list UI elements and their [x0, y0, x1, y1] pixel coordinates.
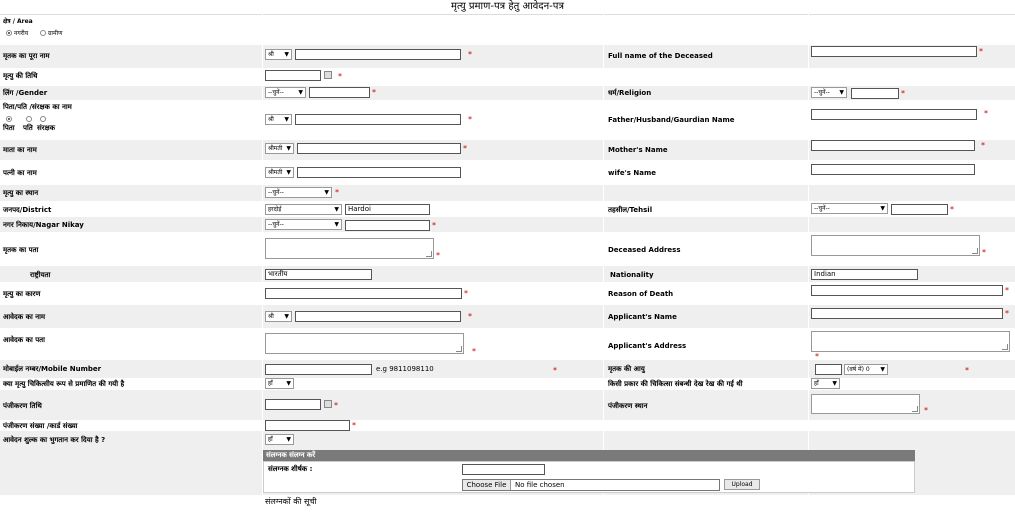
religion-label: धर्म/Religion — [608, 89, 652, 97]
applicant-name-en-input[interactable] — [811, 308, 1003, 319]
religion-input[interactable] — [851, 88, 899, 99]
tehsil-input[interactable] — [891, 204, 948, 215]
reason-of-death-en-input[interactable] — [811, 285, 1003, 296]
fee-paid-select[interactable]: हाँ ▼ — [265, 434, 294, 445]
required-mark: * — [979, 47, 983, 56]
wife-prefix-select[interactable]: श्रीमती ▼ — [265, 167, 294, 178]
required-mark: * — [901, 89, 905, 98]
page-title: मृत्यु प्रमाण-पत्र हेतु आवेदन-पत्र — [0, 0, 1015, 15]
place-of-death-select[interactable]: --चुनें-- ▼ — [265, 187, 332, 198]
required-mark: * — [334, 401, 338, 410]
required-mark: * — [432, 221, 436, 230]
deceased-name-input[interactable] — [295, 49, 461, 60]
row-bg — [0, 185, 1015, 201]
attachment-header: संलग्नक संलग्न करें — [263, 450, 915, 461]
reason-of-death-input[interactable] — [265, 288, 462, 299]
attachment-title-input[interactable] — [462, 464, 545, 475]
mobile-label: मोबाईल नम्बर/Mobile Number — [3, 365, 102, 373]
tehsil-label: तहसील/Tehsil — [608, 206, 653, 214]
applicant-name-input[interactable] — [295, 311, 461, 322]
required-mark: * — [468, 312, 472, 321]
required-mark: * — [338, 72, 342, 81]
column-divider — [603, 14, 604, 518]
reason-of-death-en-label: Reason of Death — [608, 290, 674, 298]
required-mark: * — [950, 205, 954, 214]
medical-cert-label: क्या मृत्यु चिकित्सीय रूप से प्रमाणित की गयी है — [3, 380, 125, 388]
gender-input[interactable] — [309, 87, 370, 98]
nationality-label: राष्ट्रीयता — [30, 271, 51, 279]
father-label: पिता/पति /संरक्षक का नाम — [3, 103, 72, 111]
age-unit-select[interactable]: (वर्ष में) 0 ▼ — [844, 364, 888, 375]
wife-en-label: wife's Name — [608, 169, 657, 177]
required-mark: * — [463, 144, 467, 153]
calendar-icon[interactable] — [324, 71, 332, 79]
husband-radio[interactable] — [26, 116, 32, 122]
required-mark: * — [372, 88, 376, 97]
required-mark: * — [335, 188, 339, 197]
required-mark: * — [981, 141, 985, 150]
reg-date-input[interactable] — [265, 399, 321, 410]
reg-number-label: पंजीकरण संख्या /कार्ड संख्या — [3, 422, 78, 430]
attachment-title-label: संलग्नक शीर्षक : — [268, 465, 313, 473]
tehsil-select[interactable]: --चुनें-- ▼ — [811, 203, 888, 214]
calendar-icon[interactable] — [324, 400, 332, 408]
district-input[interactable]: Hardoi — [345, 204, 430, 215]
reg-number-input[interactable] — [265, 420, 350, 431]
area-rural-radio[interactable] — [40, 30, 46, 36]
area-urban-label: नगरीय — [14, 30, 29, 37]
applicant-name-en-label: Applicant's Name — [608, 313, 677, 321]
required-mark: * — [436, 251, 440, 260]
nagar-nikay-label: नगर निकाय/Nagar Nikay — [3, 221, 84, 229]
applicant-address-en-textarea[interactable] — [811, 331, 1010, 352]
medical-care-select[interactable]: हाँ ▼ — [811, 378, 840, 389]
required-mark: * — [965, 366, 969, 375]
deceased-address-label: मृतक का पता — [3, 246, 39, 254]
gender-label: लिंग /Gender — [3, 89, 48, 97]
reg-place-label: पंजीकरण स्थान — [608, 402, 648, 410]
required-mark: * — [468, 115, 472, 124]
wife-en-input[interactable] — [811, 164, 975, 175]
area-urban-radio[interactable] — [6, 30, 12, 36]
row-bg — [0, 431, 1015, 447]
mother-prefix-select[interactable]: श्रीमती ▼ — [265, 143, 294, 154]
required-mark: * — [1005, 309, 1009, 318]
required-mark: * — [472, 347, 476, 356]
required-mark: * — [1005, 286, 1009, 295]
required-mark: * — [924, 406, 928, 415]
medical-cert-select[interactable]: हाँ ▼ — [265, 378, 294, 389]
age-input[interactable] — [815, 364, 842, 375]
required-mark: * — [815, 352, 819, 361]
place-of-death-label: मृत्यु का स्थान — [3, 189, 39, 197]
deceased-prefix-select[interactable]: श्री ▼ — [265, 49, 292, 60]
nationality-en-label: Nationality — [610, 271, 654, 279]
file-input[interactable] — [462, 479, 720, 491]
required-mark: * — [982, 248, 986, 257]
required-mark: * — [984, 109, 988, 118]
nagar-nikay-select[interactable]: --चुनें-- ▼ — [265, 219, 342, 230]
applicant-address-textarea[interactable] — [265, 333, 464, 354]
attachment-list-label: संलग्नकों की सूची — [265, 497, 317, 506]
mother-en-input[interactable] — [811, 140, 975, 151]
father-radio-label: पिता — [3, 124, 15, 132]
mobile-input[interactable] — [265, 364, 372, 375]
applicant-address-label: आवेदक का पता — [3, 336, 45, 344]
district-label: जनपद/District — [3, 206, 52, 214]
gender-select[interactable]: --चुनें-- ▼ — [265, 87, 306, 98]
death-date-label: मृत्यु की तिथि — [3, 72, 38, 80]
husband-radio-label: पति — [23, 124, 33, 132]
guardian-radio-label: संरक्षक — [37, 124, 55, 132]
column-divider — [808, 14, 809, 518]
father-radio[interactable] — [6, 116, 12, 122]
area-label: क्षेत्र / Area — [3, 18, 33, 25]
deceased-address-en-textarea[interactable] — [811, 235, 980, 256]
mother-label: माता का नाम — [3, 146, 37, 154]
applicant-address-en-label: Applicant's Address — [608, 342, 687, 350]
column-divider — [262, 14, 263, 518]
reg-date-label: पंजीकरण तिथि — [3, 402, 42, 410]
mother-name-input[interactable] — [297, 143, 461, 154]
required-mark: * — [464, 289, 468, 298]
age-label: मृतक की आयु — [608, 365, 645, 373]
upload-button[interactable]: Upload — [724, 479, 760, 490]
deceased-address-textarea[interactable] — [265, 238, 434, 259]
father-name-input[interactable] — [295, 114, 461, 125]
reason-of-death-label: मृत्यु का कारण — [3, 290, 41, 298]
area-rural-label: ग्रामीण — [48, 30, 63, 37]
medical-care-label: किसी प्रकार की चिकित्सा संबन्धी देख रेख की गई थी — [608, 380, 743, 388]
wife-name-input[interactable] — [297, 167, 461, 178]
required-mark: * — [553, 366, 557, 375]
father-en-input[interactable] — [811, 109, 977, 120]
religion-select[interactable]: --चुनें-- ▼ — [811, 87, 847, 98]
applicant-prefix-select[interactable]: श्री ▼ — [265, 311, 292, 322]
mobile-hint: e.g 9811098110 — [376, 365, 434, 373]
nationality-en-input[interactable]: Indian — [811, 269, 918, 280]
father-prefix-select[interactable]: श्री ▼ — [265, 114, 292, 125]
no-file-text: No file chosen — [515, 481, 565, 489]
mother-en-label: Mother's Name — [608, 146, 668, 154]
deceased-name-label: मृतक का पूरा नाम — [3, 52, 50, 60]
deceased-name-en-input[interactable] — [811, 46, 977, 57]
required-mark: * — [468, 50, 472, 59]
district-select[interactable]: हरदोई ▼ — [265, 204, 342, 215]
deceased-name-en-label: Full name of the Deceased — [608, 52, 713, 60]
nagar-nikay-input[interactable] — [345, 220, 430, 231]
required-mark: * — [352, 421, 356, 430]
reg-place-textarea[interactable] — [811, 394, 920, 414]
choose-file-button[interactable]: Choose File — [463, 480, 511, 490]
fee-paid-label: आवेदन शुल्क का भुगतान कर दिया है ? — [3, 436, 106, 444]
wife-label: पत्नी का नाम — [3, 169, 37, 177]
death-date-input[interactable] — [265, 70, 321, 81]
father-en-label: Father/Husband/Gaurdian Name — [608, 116, 735, 124]
deceased-address-en-label: Deceased Address — [608, 246, 681, 254]
applicant-name-label: आवेदक का नाम — [3, 313, 46, 321]
nationality-input[interactable]: भारतीय — [265, 269, 372, 280]
guardian-radio[interactable] — [40, 116, 46, 122]
row-bg — [0, 217, 1015, 232]
